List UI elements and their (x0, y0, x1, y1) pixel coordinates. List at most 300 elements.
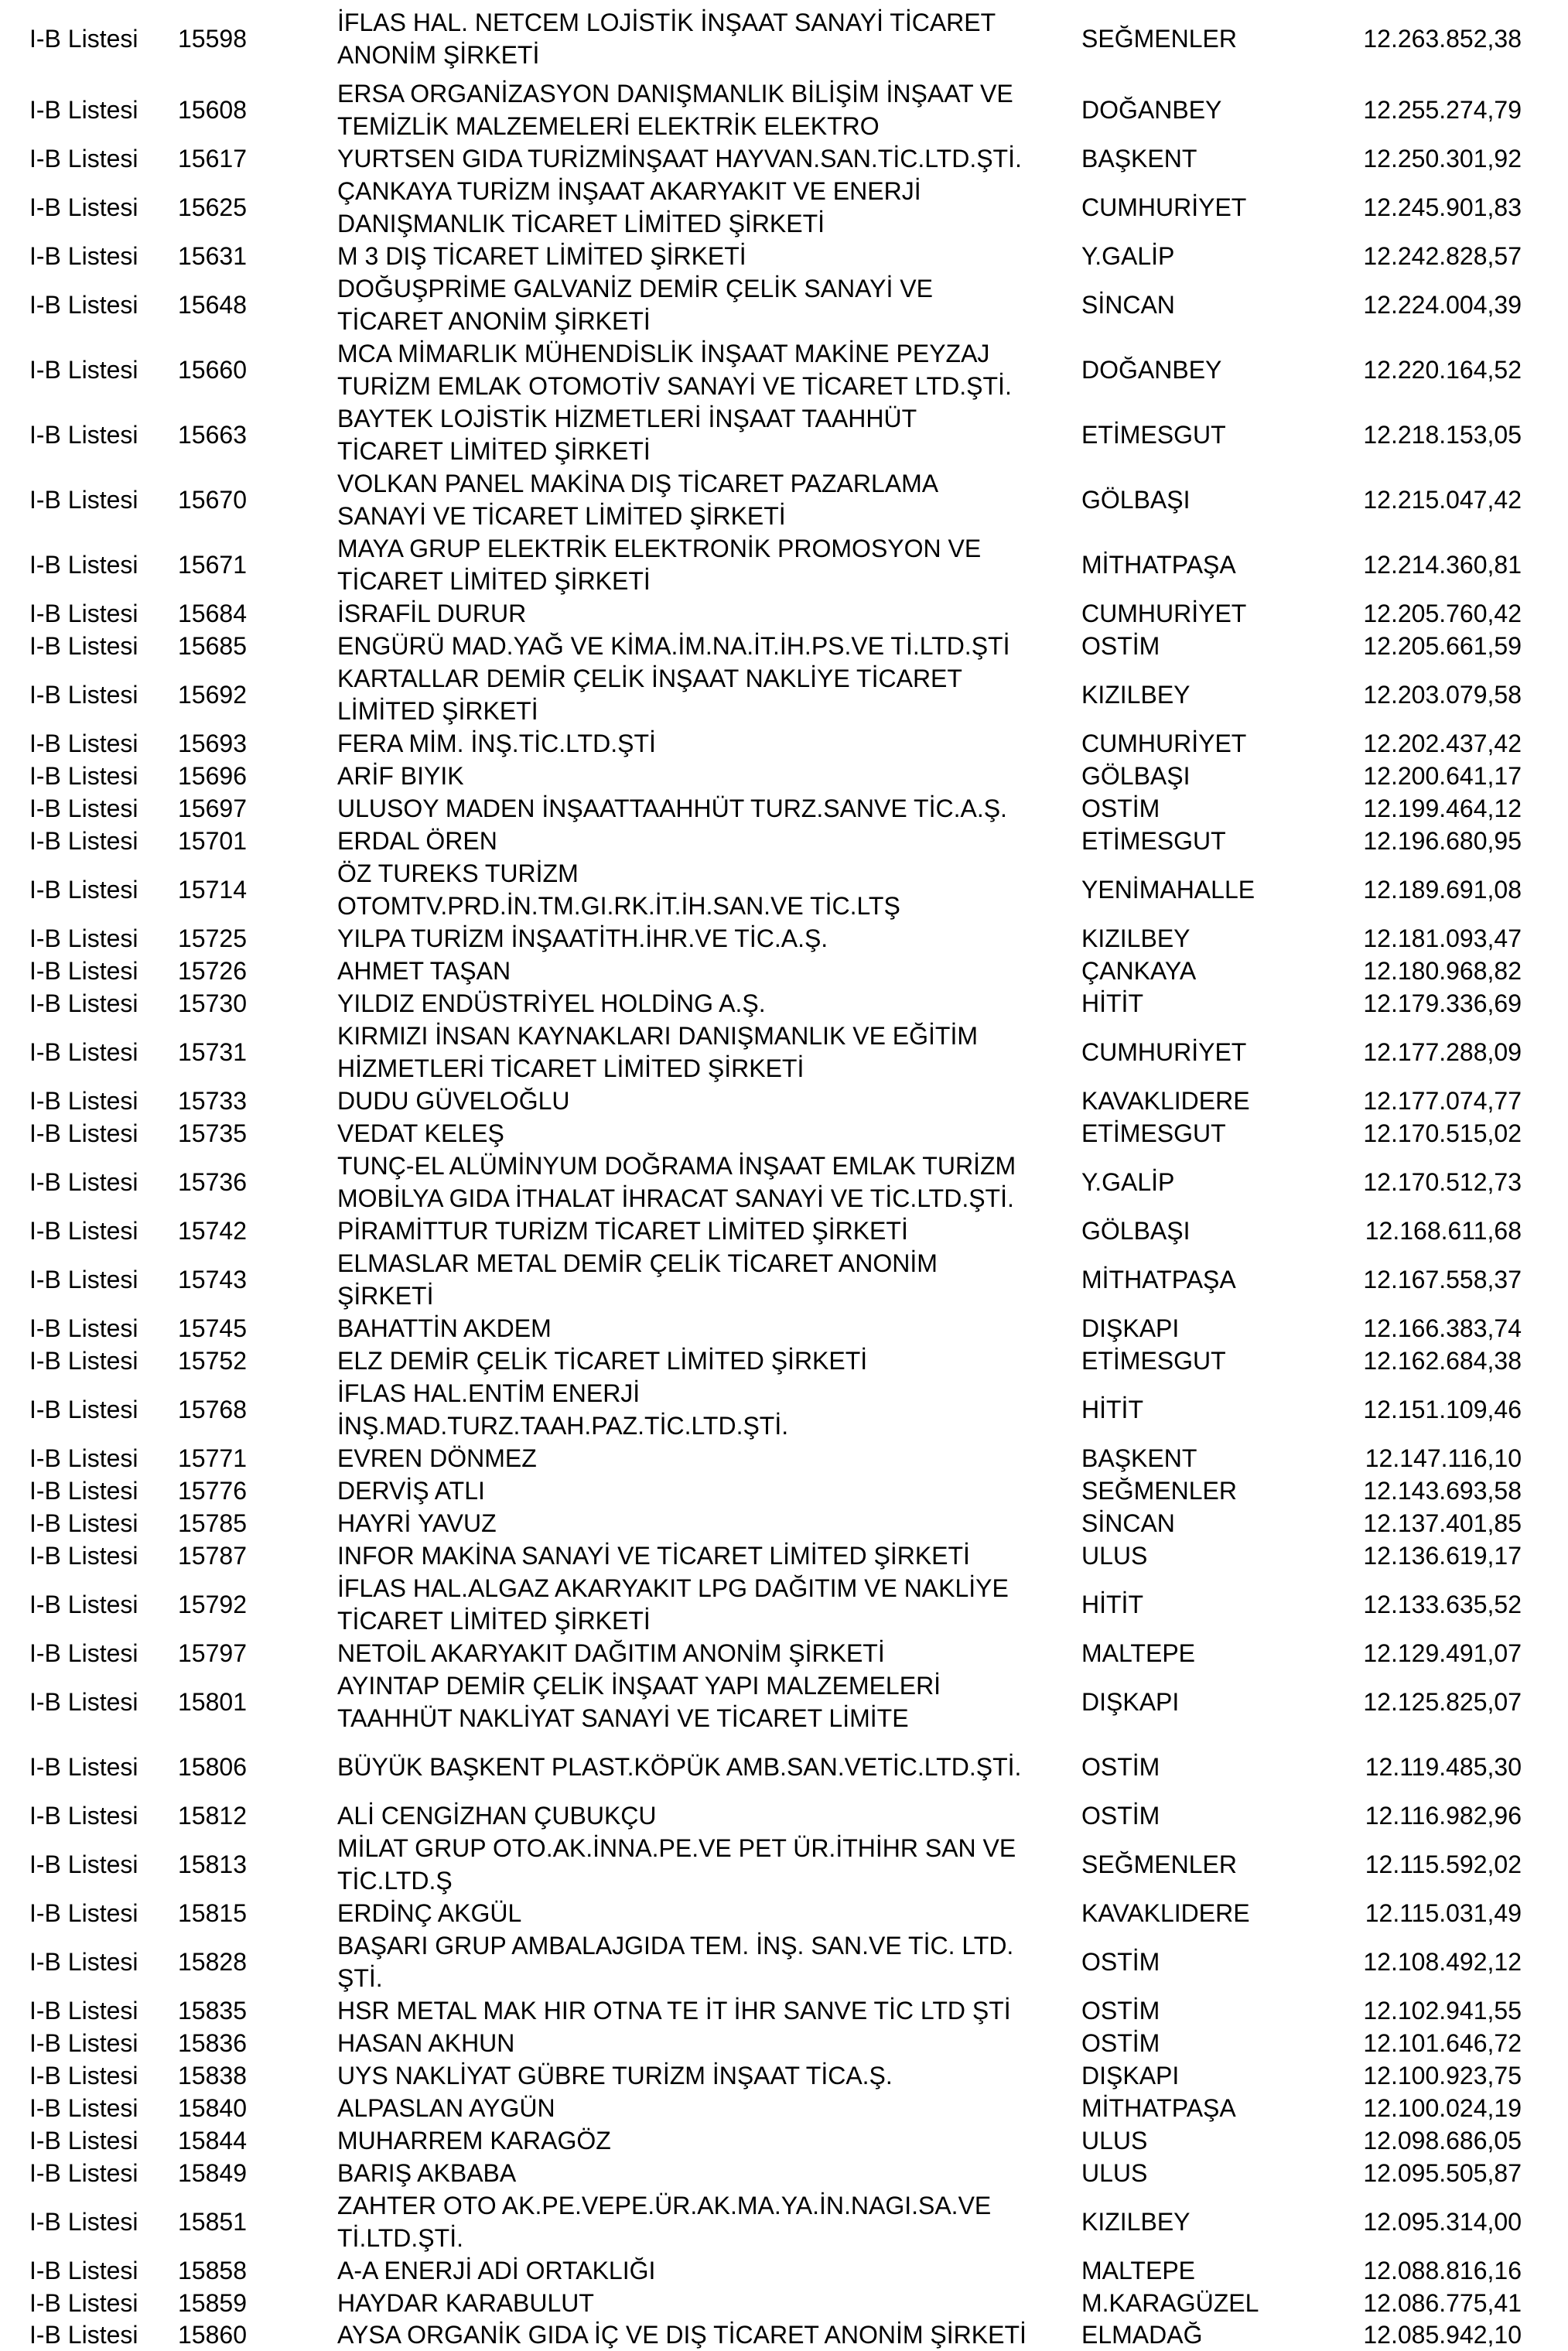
district-cell: ULUS (1081, 2127, 1148, 2155)
list-type-cell: I-B Listesi (29, 25, 138, 53)
table-row (0, 337, 1568, 402)
record-no-cell: 15692 (178, 681, 247, 709)
record-no-cell: 15648 (178, 291, 247, 319)
record-no-cell: 15828 (178, 1948, 247, 1976)
record-no-cell: 15768 (178, 1396, 247, 1423)
record-no-cell: 15785 (178, 1509, 247, 1537)
list-type-cell: I-B Listesi (29, 1509, 138, 1537)
record-no-cell: 15735 (178, 1119, 247, 1147)
company-name-cell: ÇANKAYA TURİZM İNŞAAT AKARYAKIT VE ENERJİ DANIŞMANLIK TİCARET LİMİTED ŞİRKETİ (337, 177, 921, 237)
amount-cell: 12.205.760,42 (1363, 600, 1522, 627)
list-type-cell: I-B Listesi (29, 730, 138, 757)
table-row (0, 1442, 1568, 1475)
company-name-cell: DUDU GÜVELOĞLU (337, 1087, 570, 1115)
list-type-cell: I-B Listesi (29, 1688, 138, 1716)
table-row (0, 467, 1568, 532)
company-name-cell: MAYA GRUP ELEKTRİK ELEKTRONİK PROMOSYON VE TİCARET LİMİTED ŞİRKETİ (337, 535, 982, 595)
list-type-cell: I-B Listesi (29, 1753, 138, 1781)
district-cell: YENİMAHALLE (1081, 876, 1255, 904)
company-name-cell: AYINTAP DEMİR ÇELİK İNŞAAT YAPI MALZEMELERİ TAAHHÜT NAKLİYAT SANAYİ VE TİCARET LİMİTE (337, 1672, 941, 1732)
list-type-cell: I-B Listesi (29, 1217, 138, 1245)
record-no-cell: 15660 (178, 356, 247, 384)
amount-cell: 12.133.635,52 (1363, 1591, 1522, 1618)
record-no-cell: 15670 (178, 486, 247, 514)
record-no-cell: 15598 (178, 25, 247, 53)
list-type-cell: I-B Listesi (29, 1639, 138, 1667)
company-name-cell: BAHATTİN AKDEM (337, 1314, 552, 1342)
district-cell: ETİMESGUT (1081, 827, 1226, 855)
list-type-cell: I-B Listesi (29, 1997, 138, 2025)
company-name-cell: ALİ CENGİZHAN ÇUBUKÇU (337, 1802, 657, 1830)
table-row (0, 142, 1568, 175)
record-no-cell: 15701 (178, 827, 247, 855)
amount-cell: 12.202.437,42 (1363, 730, 1522, 757)
record-no-cell: 15617 (178, 145, 247, 173)
list-type-cell: I-B Listesi (29, 1038, 138, 1066)
record-no-cell: 15812 (178, 1802, 247, 1830)
amount-cell: 12.137.401,85 (1363, 1509, 1522, 1537)
company-name-cell: BARIŞ AKBABA (337, 2159, 517, 2187)
company-name-cell: İFLAS HAL. NETCEM LOJİSTİK İNŞAAT SANAYİ TİCARET ANONİM ŞİRKETİ (337, 9, 996, 69)
amount-cell: 12.245.901,83 (1363, 193, 1522, 221)
amount-cell: 12.085.942,10 (1363, 2321, 1522, 2349)
list-type-cell: I-B Listesi (29, 1591, 138, 1618)
record-no-cell: 15771 (178, 1444, 247, 1472)
district-cell: GÖLBAŞI (1081, 486, 1191, 514)
company-name-cell: MİLAT GRUP OTO.AK.İNNA.PE.VE PET ÜR.İTHİHR SAN VE TİC.LTD.Ş (337, 1834, 1016, 1895)
company-name-cell: ARİF BIYIK (337, 762, 464, 790)
amount-cell: 12.263.852,38 (1363, 25, 1522, 53)
record-no-cell: 15742 (178, 1217, 247, 1245)
company-name-cell: MUHARREM KARAGÖZ (337, 2127, 611, 2155)
record-no-cell: 15684 (178, 600, 247, 627)
record-no-cell: 15625 (178, 193, 247, 221)
company-name-cell: ENGÜRÜ MAD.YAĞ VE KİMA.İM.NA.İT.İH.PS.VE Tİ.LTD.ŞTİ (337, 632, 1010, 660)
table-row (0, 760, 1568, 792)
record-no-cell: 15838 (178, 2062, 247, 2090)
amount-cell: 12.100.923,75 (1363, 2062, 1522, 2090)
table-row (0, 1539, 1568, 1572)
district-cell: CUMHURİYET (1081, 1038, 1247, 1066)
list-type-cell: I-B Listesi (29, 794, 138, 822)
table-row (0, 77, 1568, 142)
list-type-cell: I-B Listesi (29, 1119, 138, 1147)
company-name-cell: BAŞARI GRUP AMBALAJGIDA TEM. İNŞ. SAN.VE TİC. LTD. ŞTİ. (337, 1932, 1014, 1992)
list-type-cell: I-B Listesi (29, 827, 138, 855)
amount-cell: 12.166.383,74 (1363, 1314, 1522, 1342)
record-no-cell: 15731 (178, 1038, 247, 1066)
amount-cell: 12.170.515,02 (1363, 1119, 1522, 1147)
table-row (0, 1929, 1568, 1994)
list-type-cell: I-B Listesi (29, 1168, 138, 1196)
record-no-cell: 15840 (178, 2094, 247, 2122)
company-name-cell: AYSA ORGANİK GIDA İÇ VE DIŞ TİCARET ANONİM ŞİRKETİ (337, 2321, 1027, 2349)
table-row (0, 2124, 1568, 2157)
record-no-cell: 15806 (178, 1753, 247, 1781)
list-type-cell: I-B Listesi (29, 1314, 138, 1342)
district-cell: M.KARAGÜZEL (1081, 2289, 1259, 2317)
list-type-cell: I-B Listesi (29, 356, 138, 384)
company-name-cell: HAYRİ YAVUZ (337, 1509, 497, 1537)
district-cell: ÇANKAYA (1081, 957, 1197, 985)
district-cell: OSTİM (1081, 632, 1160, 660)
table-row (0, 1345, 1568, 1377)
company-name-cell: ULUSOY MADEN İNŞAATTAAHHÜT TURZ.SANVE TİC.A.Ş. (337, 794, 1007, 822)
amount-cell: 12.170.512,73 (1363, 1168, 1522, 1196)
list-type-cell: I-B Listesi (29, 957, 138, 985)
amount-cell: 12.125.825,07 (1363, 1688, 1522, 1716)
record-no-cell: 15631 (178, 242, 247, 270)
district-cell: MİTHATPAŞA (1081, 2094, 1236, 2122)
table-row (0, 2157, 1568, 2189)
district-cell: ETİMESGUT (1081, 1347, 1226, 1375)
district-cell: DIŞKAPI (1081, 2062, 1180, 2090)
list-type-cell: I-B Listesi (29, 600, 138, 627)
amount-cell: 12.115.592,02 (1365, 1850, 1522, 1878)
amount-cell: 12.147.116,10 (1365, 1444, 1522, 1472)
amount-cell: 12.098.686,05 (1363, 2127, 1522, 2155)
company-name-cell: VEDAT KELEŞ (337, 1119, 504, 1147)
list-type-cell: I-B Listesi (29, 421, 138, 449)
record-no-cell: 15685 (178, 632, 247, 660)
amount-cell: 12.129.491,07 (1363, 1639, 1522, 1667)
list-type-cell: I-B Listesi (29, 193, 138, 221)
company-name-cell: M 3 DIŞ TİCARET LİMİTED ŞİRKETİ (337, 242, 746, 270)
record-no-cell: 15726 (178, 957, 247, 985)
list-type-cell: I-B Listesi (29, 2208, 138, 2236)
company-name-cell: ALPASLAN AYGÜN (337, 2094, 555, 2122)
record-no-cell: 15849 (178, 2159, 247, 2187)
district-cell: KIZILBEY (1081, 2208, 1191, 2236)
company-name-cell: YILPA TURİZM İNŞAATİTH.İHR.VE TİC.A.Ş. (337, 924, 828, 952)
amount-cell: 12.177.074,77 (1363, 1087, 1522, 1115)
company-name-cell: A-A ENERJİ ADİ ORTAKLIĞI (337, 2257, 656, 2284)
list-type-cell: I-B Listesi (29, 486, 138, 514)
district-cell: SEĞMENLER (1081, 25, 1237, 53)
record-no-cell: 15671 (178, 551, 247, 579)
table-row (0, 2254, 1568, 2287)
district-cell: BAŞKENT (1081, 1444, 1197, 1472)
company-name-cell: YILDIZ ENDÜSTRİYEL HOLDİNG A.Ş. (337, 989, 766, 1017)
list-type-cell: I-B Listesi (29, 2159, 138, 2187)
record-no-cell: 15714 (178, 876, 247, 904)
amount-cell: 12.214.360,81 (1363, 551, 1522, 579)
table-row (0, 1734, 1568, 1799)
list-type-cell: I-B Listesi (29, 145, 138, 173)
amount-cell: 12.100.024,19 (1363, 2094, 1522, 2122)
company-name-cell: BAYTEK LOJİSTİK HİZMETLERİ İNŞAAT TAAHHÜT TİCARET LİMİTED ŞİRKETİ (337, 405, 917, 465)
district-cell: OSTİM (1081, 1753, 1160, 1781)
amount-cell: 12.177.288,09 (1363, 1038, 1522, 1066)
list-type-cell: I-B Listesi (29, 291, 138, 319)
list-type-cell: I-B Listesi (29, 1850, 138, 1878)
list-type-cell: I-B Listesi (29, 242, 138, 270)
table-row (0, 175, 1568, 240)
company-name-cell: ELMASLAR METAL DEMİR ÇELİK TİCARET ANONİM ŞİRKETİ (337, 1249, 938, 1310)
table-row (0, 1377, 1568, 1442)
table-row (0, 727, 1568, 760)
amount-cell: 12.095.505,87 (1363, 2159, 1522, 2187)
record-no-cell: 15860 (178, 2321, 247, 2349)
record-no-cell: 15745 (178, 1314, 247, 1342)
company-name-cell: ZAHTER OTO AK.PE.VEPE.ÜR.AK.MA.YA.İN.NAGI.SA.VE Tİ.LTD.ŞTİ. (337, 2192, 992, 2252)
list-type-cell: I-B Listesi (29, 2029, 138, 2057)
table-row (0, 2319, 1568, 2350)
list-type-cell: I-B Listesi (29, 989, 138, 1017)
table-row (0, 1994, 1568, 2027)
list-type-cell: I-B Listesi (29, 1266, 138, 1293)
amount-cell: 12.205.661,59 (1363, 632, 1522, 660)
table-row (0, 1475, 1568, 1507)
list-type-cell: I-B Listesi (29, 1899, 138, 1927)
district-cell: ULUS (1081, 2159, 1148, 2187)
amount-cell: 12.086.775,41 (1363, 2289, 1522, 2317)
list-type-cell: I-B Listesi (29, 2289, 138, 2317)
district-cell: KIZILBEY (1081, 681, 1191, 709)
amount-cell: 12.162.684,38 (1363, 1347, 1522, 1375)
record-no-cell: 15858 (178, 2257, 247, 2284)
table-row (0, 987, 1568, 1020)
company-name-cell: EVREN DÖNMEZ (337, 1444, 537, 1472)
amount-cell: 12.200.641,17 (1363, 762, 1522, 790)
amount-cell: 12.119.485,30 (1365, 1753, 1522, 1781)
table-row (0, 1117, 1568, 1150)
district-cell: SİNCAN (1081, 291, 1175, 319)
amount-cell: 12.151.109,46 (1363, 1396, 1522, 1423)
list-type-cell: I-B Listesi (29, 1948, 138, 1976)
table-row (0, 1085, 1568, 1117)
district-cell: OSTİM (1081, 794, 1160, 822)
company-name-cell: ÖZ TUREKS TURİZM OTOMTV.PRD.İN.TM.GI.RK.İT.İH.SAN.VE TİC.LTŞ (337, 859, 900, 920)
amount-cell: 12.167.558,37 (1363, 1266, 1522, 1293)
record-no-cell: 15835 (178, 1997, 247, 2025)
district-cell: CUMHURİYET (1081, 730, 1247, 757)
company-name-cell: ELZ DEMİR ÇELİK TİCARET LİMİTED ŞİRKETİ (337, 1347, 868, 1375)
record-no-cell: 15725 (178, 924, 247, 952)
table-row (0, 272, 1568, 337)
table-row (0, 630, 1568, 662)
company-name-cell: ERDAL ÖREN (337, 827, 497, 855)
district-cell: ETİMESGUT (1081, 1119, 1226, 1147)
district-cell: DOĞANBEY (1081, 96, 1222, 124)
district-cell: DIŞKAPI (1081, 1314, 1180, 1342)
company-name-cell: NETOİL AKARYAKIT DAĞITIM ANONİM ŞİRKETİ (337, 1639, 885, 1667)
district-cell: SİNCAN (1081, 1509, 1175, 1537)
list-type-cell: I-B Listesi (29, 2094, 138, 2122)
district-cell: Y.GALİP (1081, 242, 1175, 270)
record-no-cell: 15815 (178, 1899, 247, 1927)
table-row (0, 1897, 1568, 1929)
table-row (0, 2287, 1568, 2319)
table-row (0, 792, 1568, 825)
amount-cell: 12.136.619,17 (1363, 1542, 1522, 1570)
table-row (0, 1572, 1568, 1637)
amount-cell: 12.143.693,58 (1363, 1477, 1522, 1505)
district-cell: ELMADAĞ (1081, 2321, 1203, 2349)
record-no-cell: 15733 (178, 1087, 247, 1115)
record-no-cell: 15663 (178, 421, 247, 449)
table-row (0, 1247, 1568, 1312)
district-cell: DOĞANBEY (1081, 356, 1222, 384)
company-name-cell: VOLKAN PANEL MAKİNA DIŞ TİCARET PAZARLAMA SANAYİ VE TİCARET LİMİTED ŞİRKETİ (337, 470, 939, 530)
district-cell: CUMHURİYET (1081, 193, 1247, 221)
record-no-cell: 15776 (178, 1477, 247, 1505)
table-row (0, 2189, 1568, 2254)
record-no-cell: 15844 (178, 2127, 247, 2155)
district-cell: GÖLBAŞI (1081, 762, 1191, 790)
record-no-cell: 15797 (178, 1639, 247, 1667)
list-type-cell: I-B Listesi (29, 2062, 138, 2090)
record-no-cell: 15787 (178, 1542, 247, 1570)
table-row (0, 402, 1568, 467)
district-cell: DIŞKAPI (1081, 1688, 1180, 1716)
district-cell: OSTİM (1081, 1997, 1160, 2025)
amount-cell: 12.102.941,55 (1363, 1997, 1522, 2025)
record-no-cell: 15693 (178, 730, 247, 757)
list-type-cell: I-B Listesi (29, 876, 138, 904)
table-row (0, 955, 1568, 987)
amount-cell: 12.179.336,69 (1363, 989, 1522, 1017)
table-row (0, 1312, 1568, 1345)
district-cell: GÖLBAŞI (1081, 1217, 1191, 1245)
company-name-cell: MCA MİMARLIK MÜHENDİSLİK İNŞAAT MAKİNE PEYZAJ TURİZM EMLAK OTOMOTİV SANAYİ VE TİCARET LTD.ŞTİ. (337, 340, 1012, 400)
table-row (0, 825, 1568, 857)
district-cell: MİTHATPAŞA (1081, 551, 1236, 579)
record-no-cell: 15836 (178, 2029, 247, 2057)
table-row (0, 0, 1568, 77)
company-name-cell: KARTALLAR DEMİR ÇELİK İNŞAAT NAKLİYE TİCARET LİMİTED ŞİRKETİ (337, 665, 962, 725)
district-cell: HİTİT (1081, 989, 1143, 1017)
amount-cell: 12.168.611,68 (1365, 1217, 1522, 1245)
company-name-cell: İFLAS HAL.ALGAZ AKARYAKIT LPG DAĞITIM VE NAKLİYE TİCARET LİMİTED ŞİRKETİ (337, 1574, 1009, 1635)
list-type-cell: I-B Listesi (29, 632, 138, 660)
record-no-cell: 15859 (178, 2289, 247, 2317)
amount-cell: 12.101.646,72 (1363, 2029, 1522, 2057)
district-cell: SEĞMENLER (1081, 1850, 1237, 1878)
list-type-cell: I-B Listesi (29, 924, 138, 952)
table-row (0, 1507, 1568, 1539)
amount-cell: 12.250.301,92 (1363, 145, 1522, 173)
company-name-cell: ERDİNÇ AKGÜL (337, 1899, 522, 1927)
record-no-cell: 15743 (178, 1266, 247, 1293)
company-name-cell: HAYDAR KARABULUT (337, 2289, 594, 2317)
amount-cell: 12.108.492,12 (1363, 1948, 1522, 1976)
company-name-cell: FERA MİM. İNŞ.TİC.LTD.ŞTİ (337, 730, 656, 757)
district-cell: SEĞMENLER (1081, 1477, 1237, 1505)
table-row (0, 2092, 1568, 2124)
district-cell: MALTEPE (1081, 1639, 1195, 1667)
list-type-cell: I-B Listesi (29, 762, 138, 790)
record-no-cell: 15752 (178, 1347, 247, 1375)
list-type-cell: I-B Listesi (29, 1477, 138, 1505)
company-name-cell: INFOR MAKİNA SANAYİ VE TİCARET LİMİTED ŞİRKETİ (337, 1542, 970, 1570)
table-row (0, 240, 1568, 272)
list-type-cell: I-B Listesi (29, 2257, 138, 2284)
table-row (0, 662, 1568, 727)
district-cell: MİTHATPAŞA (1081, 1266, 1236, 1293)
record-no-cell: 15813 (178, 1850, 247, 1878)
company-name-cell: HSR METAL MAK HIR OTNA TE İT İHR SANVE TİC LTD ŞTİ (337, 1997, 1011, 2025)
amount-cell: 12.199.464,12 (1363, 794, 1522, 822)
district-cell: MALTEPE (1081, 2257, 1195, 2284)
district-cell: OSTİM (1081, 1948, 1160, 1976)
list-type-cell: I-B Listesi (29, 1396, 138, 1423)
district-cell: KIZILBEY (1081, 924, 1191, 952)
company-name-cell: DOĞUŞPRİME GALVANİZ DEMİR ÇELİK SANAYİ VE TİCARET ANONİM ŞİRKETİ (337, 275, 933, 335)
list-type-cell: I-B Listesi (29, 681, 138, 709)
list-type-cell: I-B Listesi (29, 2127, 138, 2155)
amount-cell: 12.255.274,79 (1363, 96, 1522, 124)
district-cell: Y.GALİP (1081, 1168, 1175, 1196)
company-name-cell: KIRMIZI İNSAN KAYNAKLARI DANIŞMANLIK VE EĞİTİM HİZMETLERİ TİCARET LİMİTED ŞİRKETİ (337, 1022, 979, 1082)
company-name-cell: PİRAMİTTUR TURİZM TİCARET LİMİTED ŞİRKETİ (337, 1217, 908, 1245)
district-cell: ULUS (1081, 1542, 1148, 1570)
amount-cell: 12.189.691,08 (1363, 876, 1522, 904)
list-type-cell: I-B Listesi (29, 96, 138, 124)
record-no-cell: 15792 (178, 1591, 247, 1618)
company-name-cell: BÜYÜK BAŞKENT PLAST.KÖPÜK AMB.SAN.VETİC.LTD.ŞTİ. (337, 1753, 1022, 1781)
amount-cell: 12.196.680,95 (1363, 827, 1522, 855)
district-cell: HİTİT (1081, 1591, 1143, 1618)
district-cell: KAVAKLIDERE (1081, 1899, 1250, 1927)
table-row (0, 1637, 1568, 1669)
amount-cell: 12.180.968,82 (1363, 957, 1522, 985)
record-no-cell: 15608 (178, 96, 247, 124)
district-cell: ETİMESGUT (1081, 421, 1226, 449)
table-row (0, 597, 1568, 630)
amount-cell: 12.220.164,52 (1363, 356, 1522, 384)
table-row (0, 1799, 1568, 1832)
record-no-cell: 15697 (178, 794, 247, 822)
record-no-cell: 15851 (178, 2208, 247, 2236)
district-cell: BAŞKENT (1081, 145, 1197, 173)
table-row (0, 2059, 1568, 2092)
company-name-cell: AHMET TAŞAN (337, 957, 511, 985)
amount-cell: 12.203.079,58 (1363, 681, 1522, 709)
list-type-cell: I-B Listesi (29, 2321, 138, 2349)
company-name-cell: İSRAFİL DURUR (337, 600, 527, 627)
company-name-cell: HASAN AKHUN (337, 2029, 515, 2057)
table-row (0, 1215, 1568, 1247)
list-type-cell: I-B Listesi (29, 1444, 138, 1472)
table-row (0, 922, 1568, 955)
amount-cell: 12.088.816,16 (1363, 2257, 1522, 2284)
amount-cell: 12.115.031,49 (1365, 1899, 1522, 1927)
table-row (0, 1669, 1568, 1734)
table-row (0, 1832, 1568, 1897)
record-no-cell: 15736 (178, 1168, 247, 1196)
amount-cell: 12.116.982,96 (1365, 1802, 1522, 1830)
amount-cell: 12.218.153,05 (1363, 421, 1522, 449)
list-type-cell: I-B Listesi (29, 1347, 138, 1375)
table-row (0, 1150, 1568, 1215)
list-type-cell: I-B Listesi (29, 1542, 138, 1570)
amount-cell: 12.242.828,57 (1363, 242, 1522, 270)
district-cell: KAVAKLIDERE (1081, 1087, 1250, 1115)
district-cell: HİTİT (1081, 1396, 1143, 1423)
company-name-cell: ERSA ORGANİZASYON DANIŞMANLIK BİLİŞİM İNŞAAT VE TEMİZLİK MALZEMELERİ ELEKTRİK ELEKTRO (337, 80, 1013, 140)
company-name-cell: TUNÇ-EL ALÜMİNYUM DOĞRAMA İNŞAAT EMLAK TURİZM MOBİLYA GIDA İTHALAT İHRACAT SANAYİ VE TİC.LTD.ŞTİ. (337, 1152, 1016, 1212)
district-cell: CUMHURİYET (1081, 600, 1247, 627)
record-no-cell: 15730 (178, 989, 247, 1017)
table-row (0, 857, 1568, 922)
record-no-cell: 15696 (178, 762, 247, 790)
list-type-cell: I-B Listesi (29, 1802, 138, 1830)
list-type-cell: I-B Listesi (29, 1087, 138, 1115)
amount-cell: 12.095.314,00 (1363, 2208, 1522, 2236)
amount-cell: 12.215.047,42 (1363, 486, 1522, 514)
company-name-cell: YURTSEN GIDA TURİZMİNŞAAT HAYVAN.SAN.TİC.LTD.ŞTİ. (337, 145, 1022, 173)
